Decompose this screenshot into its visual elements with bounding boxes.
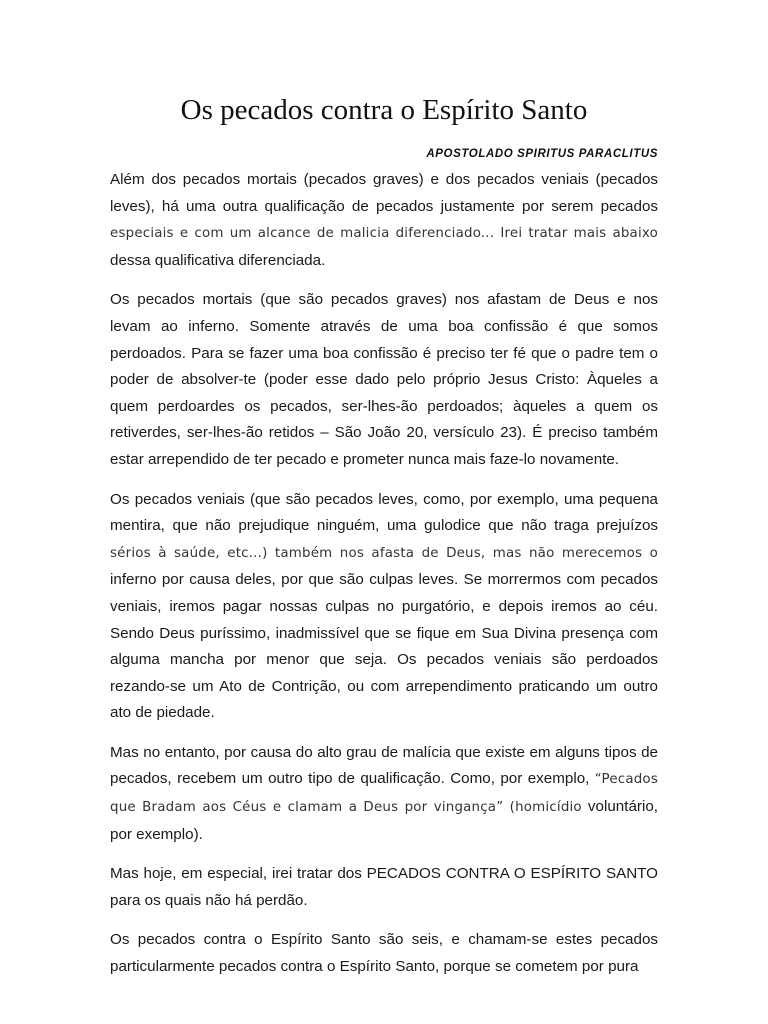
paragraph-6-text-a: Os pecados contra o Espírito Santo são seis, e chamam-se estes pecados particularmente pecados contra o Espírito Santo, porque se cometem por pura [110, 931, 658, 976]
paragraph-4-text-b: “Pecados que Bradam aos Céus e clamam a Deus por vingança” (homicídio [110, 772, 658, 816]
paragraph-4-text-a: Mas no entanto, por causa do alto grau de malícia que existe em alguns tipos de pecados, recebem um outro tipo de qualificação. Como, por exemplo, [110, 743, 658, 788]
paragraph-2-text-a: Os pecados mortais (que são pecados graves) nos afastam de Deus e nos levam ao inferno. Somente através de uma boa confissão é que somos perdoados. Para se fazer uma boa confissão é preciso ter fé que o padre tem o poder de absolver-te (poder esse dado pelo próprio Jesus Cristo: Àqueles a quem perdoardes os pecados, ser-lhes-ão perdoados; àqueles a quem os retiverdes, ser-lhes-ão retidos – São João 20, versículo 23). É preciso também estar arrependido de ter pecado e prometer nunca mais faze-lo novamente. [110, 291, 658, 468]
paragraph-3-text-b: sérios à saúde, etc...) também nos afasta de Deus, mas não merecemos o [110, 545, 658, 561]
paragraph-5 [110, 861, 658, 914]
paragraph-1-text-c: dessa qualificativa diferenciada. [110, 251, 326, 269]
document-title: Os pecados contra o Espírito Santo [180, 94, 588, 126]
paragraph-3-text-c: inferno por causa deles, por que são culpas leves. Se morrermos com pecados veniais, iremos pagar nossas culpas no purgatório, e depois iremos ao céu. Sendo Deus puríssimo, inadmissível que se fique em Sua Divina presença com alguma mancha por menor que seja. Os pecados veniais são perdoados rezando-se um Ato de Contrição, ou com arrependimento praticando um outro ato de piedade. [110, 571, 658, 722]
paragraph-4 [110, 740, 658, 848]
paragraph-3 [110, 487, 658, 727]
paragraph-3-text-a: Os pecados veniais (que são pecados leves, como, por exemplo, uma pequena mentira, que não prejudique ninguém, uma gulodice que não traga prejuízos [110, 490, 658, 535]
paragraph-5-text-a: Mas hoje, em especial, irei tratar dos PECADOS CONTRA O ESPÍRITO SANTO para os quais não há perdão. [110, 865, 658, 909]
document-body [110, 167, 658, 994]
paragraph-2 [110, 287, 658, 473]
paragraph-1-text-b: especiais e com um alcance de malicia diferenciado... Irei tratar mais abaixo [110, 226, 658, 242]
document-author: APOSTOLADO SPIRITUS PARACLITUS [426, 148, 658, 160]
paragraph-6 [110, 927, 658, 980]
paragraph-1-text-a: Além dos pecados mortais (pecados graves) e dos pecados veniais (pecados leves), há uma outra qualificação de pecados justamente por serem pecados [110, 171, 658, 215]
paragraph-4-text-c: voluntário, por exemplo). [110, 798, 659, 843]
paragraph-1 [110, 167, 658, 274]
